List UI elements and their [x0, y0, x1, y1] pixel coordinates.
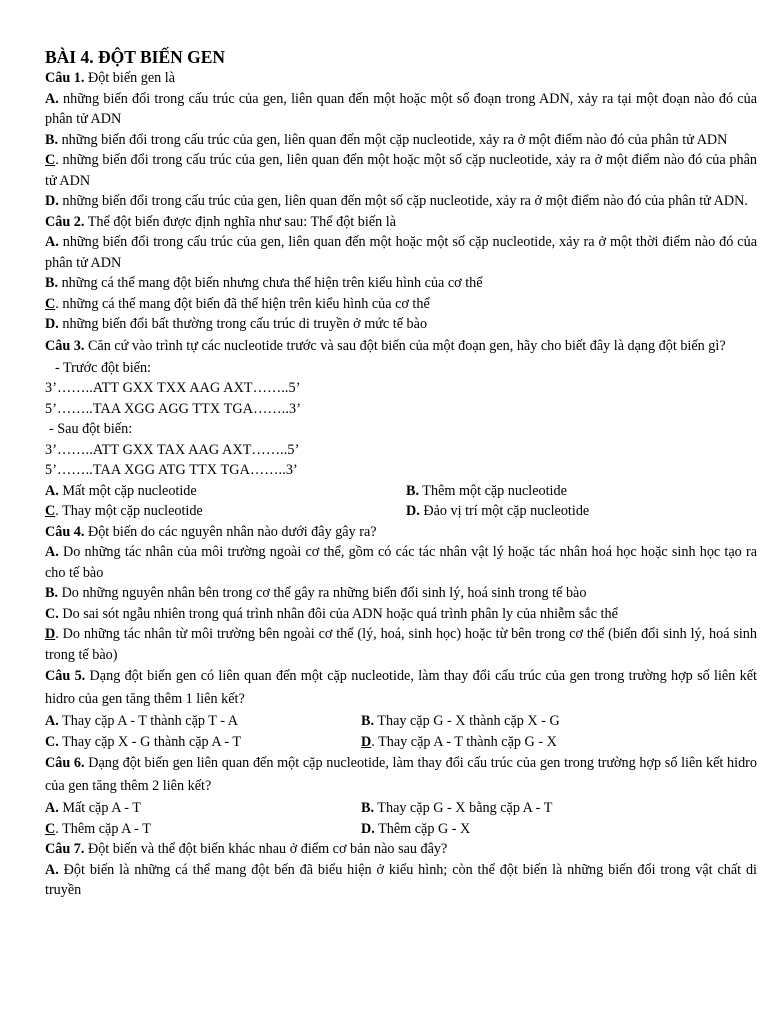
- q3-options-row-1: [45, 481, 757, 502]
- q6-option-a: A. Mất cặp A - T: [45, 800, 141, 816]
- q6-option-d: D. Thêm cặp G - X: [361, 820, 471, 837]
- question-5: Câu 5. Dạng đột biến gen có liên quan đến một cặp nucleotide, làm thay đổi cấu trúc của gen trong trường hợp số liên kết hidro của gen tăng thêm 1 liên kết?: [45, 668, 757, 707]
- question-2: Câu 2. Thể đột biến được định nghĩa như sau: Thể đột biến là: [45, 213, 396, 230]
- q3-before-label: - Trước đột biến:: [55, 359, 151, 376]
- q3-before-strand-1: 3’……..ATT GXX TXX AAG AXT……..5’: [45, 380, 301, 396]
- q1-option-a: A. những biến đổi trong cấu trúc của gen, liên quan đến một hoặc một số đoạn trong ADN, xảy ra tại một đoạn nào đó của phân tử ADN: [45, 90, 757, 127]
- q6-option-b: B. Thay cặp G - X bằng cặp A - T: [361, 800, 553, 816]
- q4-option-c: C. Do sai sót ngẫu nhiên trong quá trình nhân đôi của ADN hoặc quá trình phân ly của nhiễm sắc thể: [45, 605, 618, 622]
- q2-option-a: A. những biến đổi trong cấu trúc của gen, liên quan đến một hoặc một số cặp nucleotide, xảy ra ở một thời điểm nào đó của phân tử ADN: [45, 234, 757, 271]
- q3-after-strand-2: 5’……..TAA XGG ATG TTX TGA……..3’: [45, 462, 298, 478]
- page-title: BÀI 4. ĐỘT BIẾN GEN: [45, 47, 226, 67]
- q3-option-a: A. Mất một cặp nucleotide: [45, 482, 197, 499]
- q4-option-d: D. Do những tác nhân từ môi trường bên ngoài cơ thể (lý, hoá, sinh học) hoặc từ bên trong cơ thể (biến đổi sinh lý, hoá sinh trong tế bào): [45, 626, 757, 663]
- question-3: Câu 3. Căn cứ vào trình tự các nucleotide trước và sau đột biến của một đoạn gen, hãy cho biết đây là dạng đột biến gì?: [45, 337, 726, 354]
- q3-option-b: B. Thêm một cặp nucleotide: [406, 482, 567, 499]
- q5-option-b: B. Thay cặp G - X thành cặp X - G: [361, 713, 560, 729]
- q2-option-b: B. những cá thể mang đột biến nhưng chưa thể hiện trên kiểu hình của cơ thể: [45, 275, 483, 291]
- q2-option-d: D. những biến đổi bất thường trong cấu trúc di truyền ở mức tế bào: [45, 316, 428, 332]
- q5-option-a: A. Thay cặp A - T thành cặp T - A: [45, 713, 238, 729]
- q3-options-row-2: [45, 501, 757, 522]
- q5-options-row-2: [45, 732, 757, 753]
- q1-option-b: B. những biến đổi trong cấu trúc của gen, liên quan đến một cặp nucleotide, xảy ra ở một điểm nào đó của phân tử ADN: [45, 131, 728, 148]
- q1-option-c: C. những biến đổi trong cấu trúc của gen, liên quan đến một hoặc một số cặp nucleotide, xảy ra ở một điểm nào đó của phân tử ADN: [45, 152, 757, 189]
- q6-options-row-1: [45, 798, 757, 819]
- question-6: Câu 6. Dạng đột biến gen liên quan đến một cặp nucleotide, làm thay đổi cấu trúc của gen trong trường hợp số liên kết hidro của gen tăng thêm 2 liên kết?: [45, 755, 758, 794]
- question-7: Câu 7. Đột biến và thể đột biến khác nhau ở điểm cơ bản nào sau đây?: [45, 841, 448, 857]
- q4-option-a: A. Do những tác nhân của môi trường ngoài cơ thể, gồm có các tác nhân vật lý hoặc tác nhân hoá học hoặc sinh học tạo ra cho tế bào: [45, 544, 757, 581]
- q5-option-d: D. Thay cặp A - T thành cặp G - X: [361, 733, 557, 750]
- q6-option-c: C. Thêm cặp A - T: [45, 820, 151, 837]
- q2-option-c: C. những cá thể mang đột biến đã thể hiện trên kiểu hình của cơ thể: [45, 295, 430, 312]
- q6-options-row-2: [45, 819, 757, 840]
- q5-option-c: C. Thay cặp X - G thành cặp A - T: [45, 733, 242, 750]
- q3-after-strand-1: 3’……..ATT GXX TAX AAG AXT……..5’: [45, 441, 300, 458]
- question-1: Câu 1. Đột biến gen là: [45, 70, 176, 86]
- document-page: [45, 46, 757, 901]
- q4-option-b: B. Do những nguyên nhân bên trong cơ thể gây ra những biến đổi sinh lý, hoá sinh trong tế bào: [45, 585, 587, 601]
- q3-option-d: D. Đảo vị trí một cặp nucleotide: [406, 503, 590, 519]
- q3-option-c: C. Thay một cặp nucleotide: [45, 503, 203, 519]
- q1-option-d: D. những biến đổi trong cấu trúc của gen, liên quan đến một số cặp nucleotide, xảy ra ở một điểm nào đó của phân tử ADN.: [45, 193, 748, 209]
- question-4: Câu 4. Đột biến do các nguyên nhân nào dưới đây gây ra?: [45, 523, 377, 540]
- q3-after-label: - Sau đột biến:: [49, 421, 133, 437]
- q7-option-a: A. Đột biến là những cá thể mang đột bến đã biểu hiện ở kiểu hình; còn thể đột biến là những biến đổi trong vật chất di truyền: [45, 861, 757, 898]
- q5-options-row-1: [45, 711, 757, 732]
- q3-before-strand-2: 5’……..TAA XGG AGG TTX TGA……..3’: [45, 400, 302, 417]
